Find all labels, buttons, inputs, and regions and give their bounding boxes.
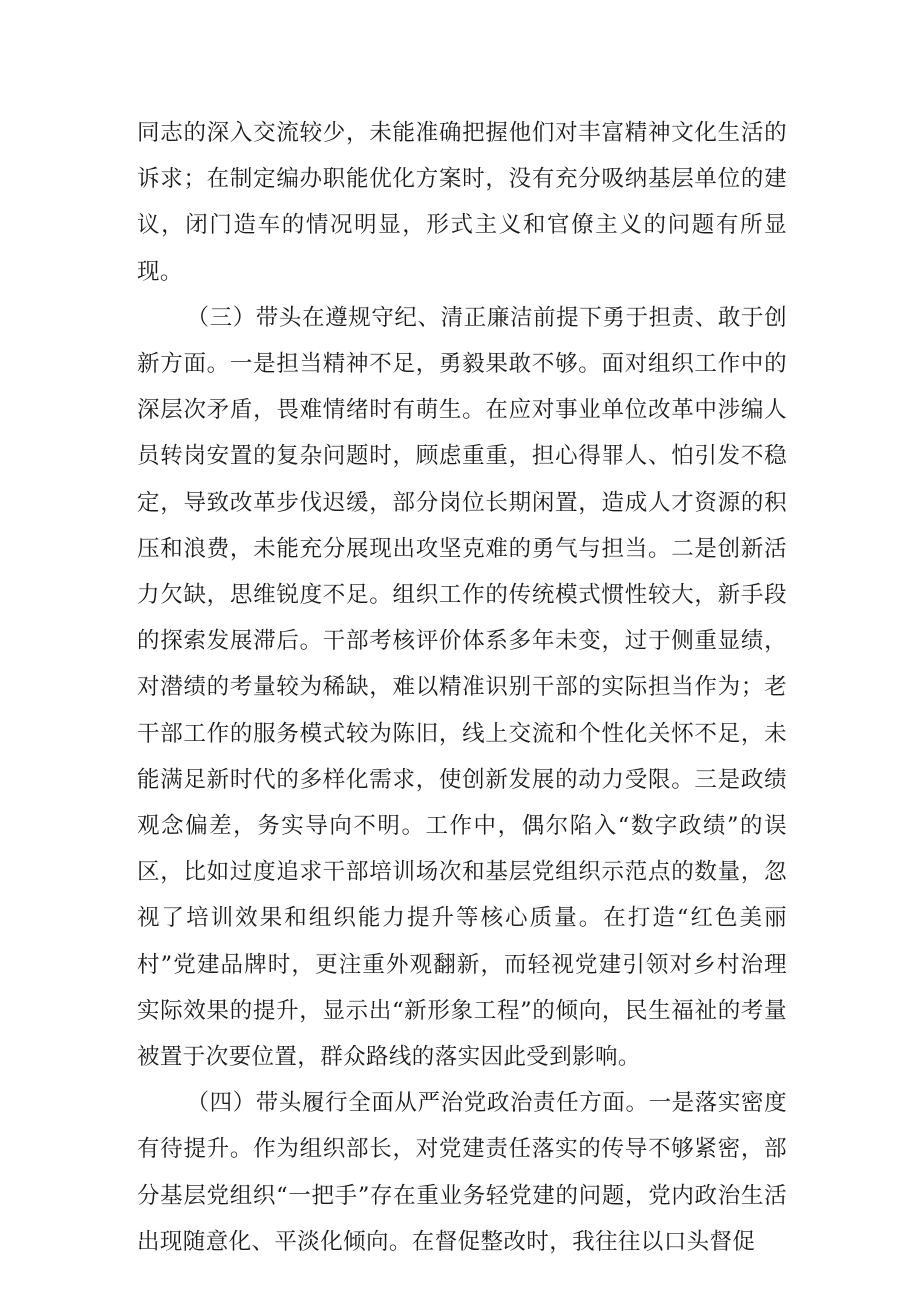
paragraph-section-four: （四）带头履行全面从严治党政治责任方面。一是落实密度有待提升。作为组织部长，对党建责任落实的传导不够紧密，部分基层党组织“一把手”存在重业务轻党建的问题，党内政治生活出现随意化、平淡化倾向。在督促整改时，我往往以口头督促: [137, 1090, 787, 1255]
paragraph-continuation: 同志的深入交流较少，未能准确把握他们对丰富精神文化生活的诉求；在制定编办职能优化方案时，没有充分吸纳基层单位的建议，闭门造车的情况明显，形式主义和官僚主义的问题有所显现。: [137, 120, 787, 285]
paragraph-section-three: （三）带头在遵规守纪、清正廉洁前提下勇于担责、敢于创新方面。一是担当精神不足，勇毅果敢不够。面对组织工作中的深层次矛盾，畏难情绪时有萌生。在应对事业单位改革中涉编人员转岗安置的复杂问题时，顾虑重重，担心得罪人、怕引发不稳定，导致改革步伐迟缓，部分岗位长期闲置，造成人才资源的积压和浪费，未能充分展现出攻坚克难的勇气与担当。二是创新活力欠缺，思维锐度不足。组织工作的传统模式惯性较大，新手段的探索发展滞后。干部考核评价体系多年未变，过于侧重显绩，对潜绩的考量较为稀缺，难以精准识别干部的实际担当作为；老干部工作的服务模式较为陈旧，线上交流和个性化关怀不足，未能满足新时代的多样化需求，使创新发展的动力受限。三是政绩观念偏差，务实导向不明。工作中，偶尔陷入“数字政绩”的误区，比如过度追求干部培训场次和基层党组织示范点的数量，忽视了培训效果和组织能力提升等核心质量。在打造“红色美丽村”党建品牌时，更注重外观翻新，而轻视党建引领对乡村治理实际效果的提升，显示出“新形象工程”的倾向，民生福祉的考量被置于次要位置，群众路线的落实因此受到影响。: [137, 304, 787, 1071]
document-body: [137, 110, 787, 1265]
